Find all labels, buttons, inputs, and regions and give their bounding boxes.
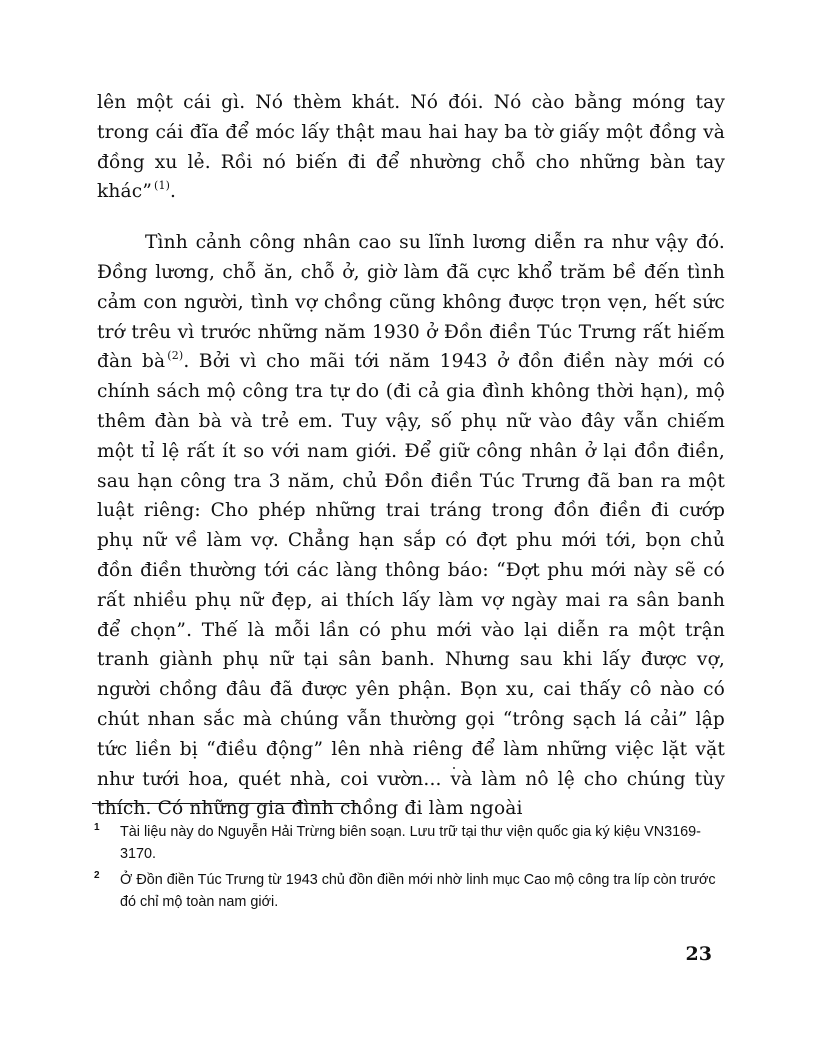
scan-speck <box>453 767 455 769</box>
paragraph-2-text-b: . Bởi vì cho mãi tới năm 1943 ở đồn điền này mới có chính sách mộ công tra tự do (đi cả gia đình không thời hạn), mộ thêm đàn bà và trẻ em. Tuy vậy, số phụ nữ vào đây vẫn chiếm một tỉ lệ rất ít so với nam giới. Để giữ công nhân ở lại đồn điền, sau hạn công tra 3 năm, chủ Đồn điền Túc Trưng đã ban ra một luật riêng: Cho phép những trai tráng trong đồn điền đi cướp phụ nữ về làm vợ. Chẳng hạn sắp có đợt phu mới tới, bọn chủ đồn điền thường tới các làng thông báo: “Đợt phu mới này sẽ có rất nhiều phụ nữ đẹp, ai thích lấy làm vợ ngày mai ra sân banh để chọn”. Thế là mỗi lần có phu mới vào lại diễn ra một trận tranh giành phụ nữ tại sân banh. Nhưng sau khi lấy được vợ, người chồng đâu đã được yên phận. Bọn xu, cai thấy cô nào có chút nhan sắc mà chúng vẫn thường gọi “trông sạch lá cải” lập tức liền bị “điều động” lên nhà riêng để làm những việc lặt vặt như tưới hoa, quét nhà, coi vườn... và làm nô lệ cho chúng tùy thích. Có những gia đình chồng đi làm ngoài <box>97 351 725 820</box>
paragraph-2 <box>97 228 725 824</box>
footnotes <box>92 821 722 917</box>
footnote-2-text: Ở Đồn điền Túc Trưng từ 1943 chủ đồn điền mới nhờ linh mục Cao mộ công tra líp còn trước đó chỉ mộ toàn nam giới. <box>120 872 716 910</box>
body-text <box>97 88 725 824</box>
footnote-ref-2: (2) <box>167 349 184 363</box>
footnote-divider <box>92 803 358 804</box>
paragraph-1-end: . <box>170 181 177 203</box>
paragraph-1 <box>97 88 725 207</box>
footnote-2 <box>92 869 722 913</box>
footnote-1-text: Tài liệu này do Nguyễn Hải Trừng biên soạn. Lưu trữ tại thư viện quốc gia ký kiệu VN3169-3170. <box>120 824 701 862</box>
footnote-1-mark: 1 <box>94 822 100 833</box>
paragraph-2-text-a: Tình cảnh công nhân cao su lĩnh lương diễn ra như vậy đó. Đồng lương, chỗ ăn, chỗ ở, giờ làm đã cực khổ trăm bề đến tình cảm con người, tình vợ chồng cũng không được trọn vẹn, hết sức trớ trêu vì trước những năm 1930 ở Đồn điền Túc Trưng rất hiếm đàn bà <box>97 232 725 373</box>
footnote-2-mark: 2 <box>94 870 100 881</box>
footnote-1 <box>92 821 722 865</box>
paragraph-1-text: lên một cái gì. Nó thèm khát. Nó đói. Nó cào bằng móng tay trong cái đĩa để móc lấy thật mau hai hay ba tờ giấy một đồng và đồng xu lẻ. Rồi nó biến đi để nhường chỗ cho những bàn tay khác” <box>97 92 725 203</box>
page-number: 23 <box>685 943 712 965</box>
footnote-ref-1: (1) <box>154 179 171 193</box>
